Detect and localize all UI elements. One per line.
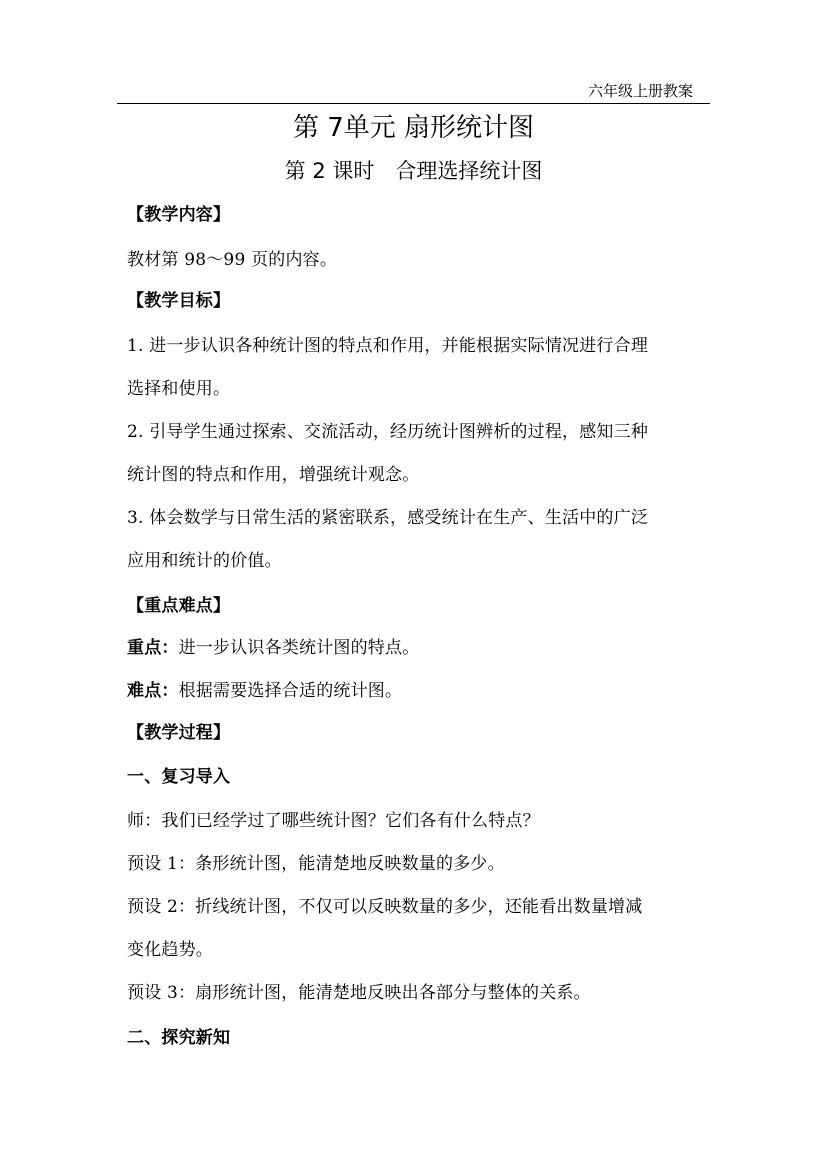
preset-2-line-2: 变化趋势。: [127, 940, 213, 960]
preset-3: 预设 3：扇形统计图，能清楚地反映出各部分与整体的关系。: [127, 983, 591, 1003]
goal-2-line-1: 2. 引导学生通过探索、交流活动，经历统计图辨析的过程，感知三种: [127, 422, 649, 442]
part-2-heading: 二、探究新知: [127, 1028, 231, 1048]
header-rule: [117, 103, 710, 104]
preset-1: 预设 1：条形统计图，能清楚地反映数量的多少。: [127, 854, 505, 874]
teacher-question: 师：我们已经学过了哪些统计图？它们各有什么特点？: [127, 811, 540, 831]
goal-3-line-1: 3. 体会数学与日常生活的紧密联系，感受统计在生产、生活中的广泛: [127, 508, 649, 528]
goal-1-line-2: 选择和使用。: [127, 379, 231, 399]
content-heading: 【教学内容】: [127, 205, 231, 225]
difficulty-label: 难点：: [127, 681, 179, 701]
key-text: 进一步认识各类统计图的特点。: [178, 638, 420, 658]
key-point: [127, 636, 712, 660]
content-text: 教材第 98～99 页的内容。: [127, 250, 338, 270]
difficulty-text: 根据需要选择合适的统计图。: [178, 681, 403, 701]
keypoints-heading: 【重点难点】: [127, 596, 231, 616]
process-heading: 【教学过程】: [127, 723, 231, 743]
preset-2-line-1: 预设 2：折线统计图，不仅可以反映数量的多少，还能看出数量增减: [127, 897, 643, 917]
key-label: 重点：: [127, 638, 179, 658]
header-label: 六年级上册教案: [588, 82, 694, 100]
difficulty-point: [127, 679, 712, 703]
goals-heading: 【教学目标】: [127, 291, 231, 311]
goal-2-line-2: 统计图的特点和作用，增强统计观念。: [127, 465, 420, 485]
part-1-heading: 一、复习导入: [127, 767, 231, 787]
page-title: 第 7单元 扇形统计图: [292, 113, 535, 143]
goal-1-line-1: 1. 进一步认识各种统计图的特点和作用，并能根据实际情况进行合理: [127, 336, 649, 356]
lesson-subtitle: 第 2 课时 合理选择统计图: [284, 159, 543, 183]
goal-3-line-2: 应用和统计的价值。: [127, 551, 282, 571]
